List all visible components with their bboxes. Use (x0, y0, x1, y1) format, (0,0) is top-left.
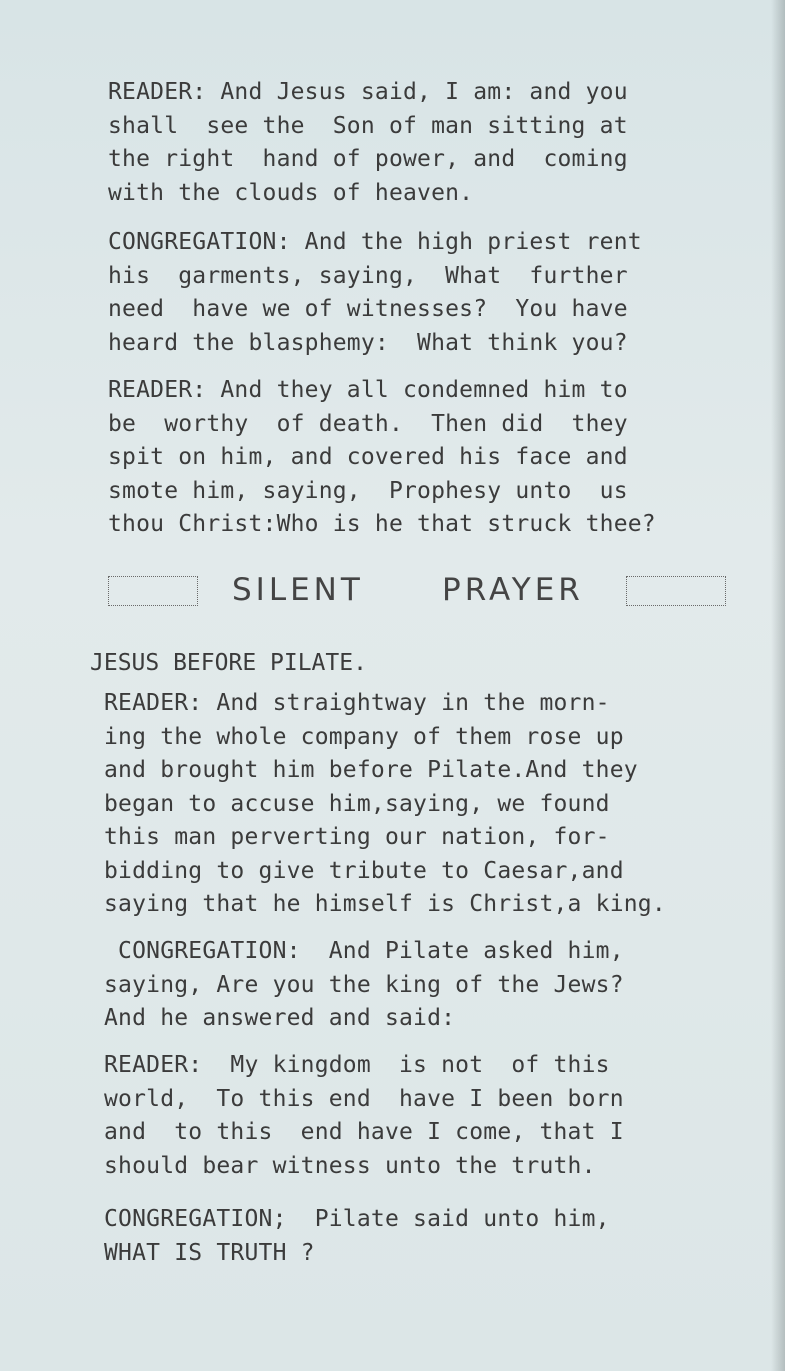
text-line: CONGREGATION: And the high priest rent (108, 229, 642, 255)
congregation-passage-1 (108, 226, 642, 360)
reader-passage-3 (104, 687, 666, 922)
text-line: spit on him, and covered his face and (108, 444, 628, 470)
text-line: And he answered and said: (104, 1005, 456, 1031)
text-line: thou Christ:Who is he that struck thee? (108, 511, 656, 537)
text-line: saying that he himself is Christ,a king. (104, 891, 666, 917)
text-line: READER: And straightway in the morn- (104, 690, 610, 716)
dotted-frame-left (108, 576, 198, 606)
text-line: READER: My kingdom is not of this (104, 1052, 610, 1078)
silent-word: SILENT (232, 572, 364, 608)
text-line: be worthy of death. Then did they (108, 410, 628, 437)
text-line: the right hand of power, and coming (108, 146, 628, 172)
prayer-word: PRAYER (442, 572, 584, 608)
text-line: WHAT IS TRUTH ? (104, 1239, 315, 1266)
text-line: smote him, saying, Prophesy unto us (108, 477, 628, 504)
congregation-passage-3 (104, 1203, 610, 1270)
section-heading: JESUS BEFORE PILATE. (90, 650, 367, 676)
page-edge-shadow (771, 0, 785, 1371)
congregation-passage-2 (104, 935, 624, 1036)
text-line: bidding to give tribute to Caesar,and (104, 857, 624, 884)
text-line: world, To this end have I been born (104, 1085, 624, 1112)
reader-passage-2 (108, 374, 656, 542)
text-line: saying, Are you the king of the Jews? (104, 971, 624, 998)
text-line: should bear witness unto the truth. (104, 1152, 596, 1179)
silent-prayer-divider (108, 570, 728, 614)
reader-passage-4 (104, 1049, 624, 1183)
text-line: ing the whole company of them rose up (104, 723, 624, 750)
text-line: READER: And they all condemned him to (108, 377, 628, 403)
text-line: began to accuse him,saying, we found (104, 790, 610, 817)
text-line: CONGREGATION: And Pilate asked him, (104, 938, 624, 964)
text-line: shall see the Son of man sitting at (108, 112, 628, 139)
text-line: with the clouds of heaven. (108, 179, 474, 206)
text-line: and to this end have I come, that I (104, 1119, 624, 1145)
text-line: his garments, saying, What further (108, 262, 628, 289)
text-line: READER: And Jesus said, I am: and you (108, 79, 628, 105)
reader-passage-1 (108, 76, 628, 210)
text-line: and brought him before Pilate.And they (104, 757, 638, 783)
text-line: heard the blasphemy: What think you? (108, 329, 628, 356)
text-line: this man perverting our nation, for- (104, 824, 610, 850)
text-line: need have we of witnesses? You have (108, 296, 628, 322)
text-line: CONGREGATION; Pilate said unto him, (104, 1206, 610, 1232)
dotted-frame-right (626, 576, 726, 606)
